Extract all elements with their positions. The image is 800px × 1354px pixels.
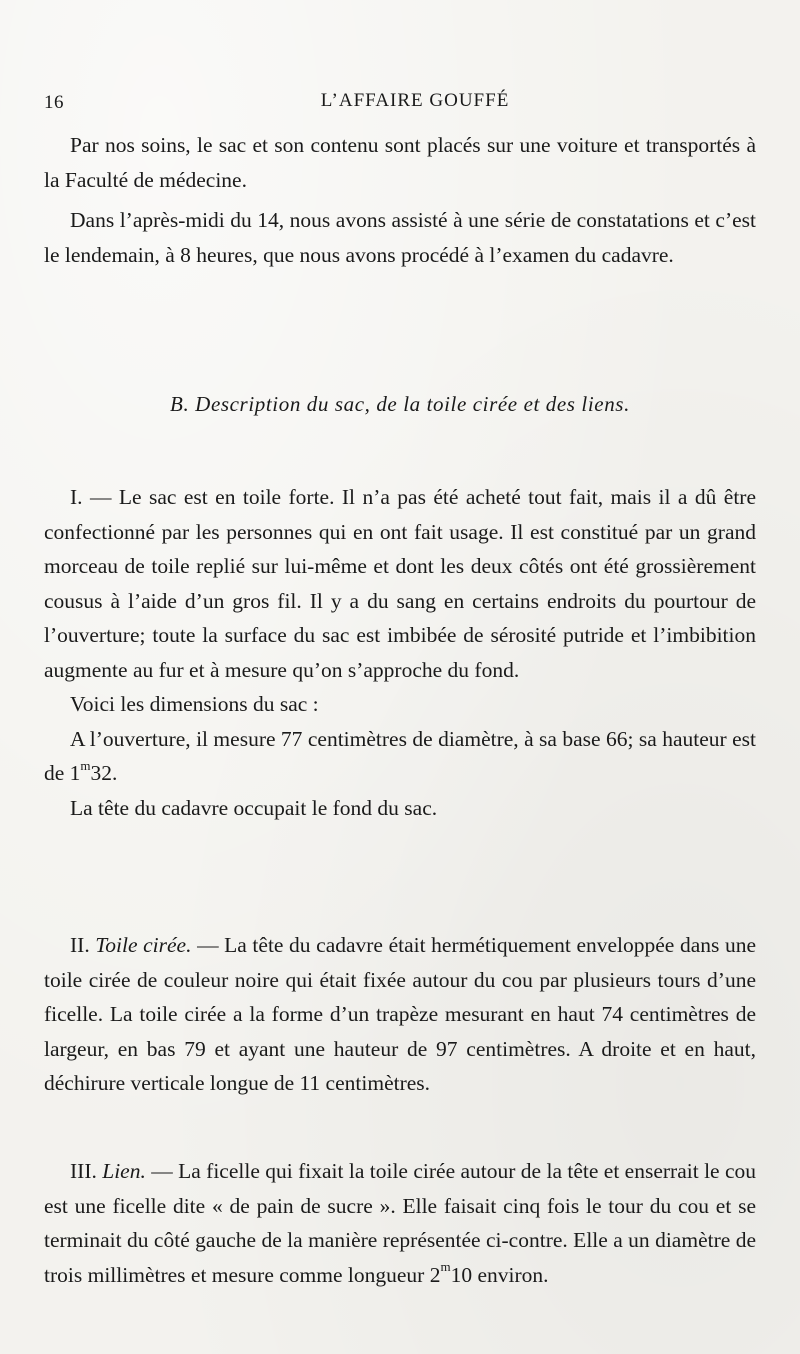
paragraph-examination: Dans l’après-midi du 14, nous avons assisté à une série de constatations et c’est le lendemain, à 8 heures, que nous avons procédé à l’examen du cadavre. xyxy=(44,208,756,267)
item-3-text-b: 10 environ. xyxy=(450,1262,549,1287)
section-heading: B. Description du sac, de la toile cirée et des liens. xyxy=(170,392,630,416)
item-3-paragraph xyxy=(44,1154,756,1292)
running-head xyxy=(44,84,756,116)
item-3-text-a: — La ficelle qui fixait la toile cirée autour de la tête et enserrait le cou est une ficelle dite « de pain de sucre ». Elle faisait cinq fois le tour du cou et se terminait du côté gauche de la manière représentée ci-contre. Elle a un diamètre de trois millimètres et mesure comme longueur 2 xyxy=(44,1159,757,1287)
dimensions-intro: Voici les dimensions du sac : xyxy=(70,692,319,716)
item-1-paragraph xyxy=(44,480,756,687)
item-2-paragraph xyxy=(44,928,756,1101)
item-1-text: — Le sac est en toile forte. Il n’a pas été acheté tout fait, mais il a dû être confectionné par les personnes qui en ont fait usage. Il est constitué par un grand morceau de toile replié sur lui-même et dont les deux côtés ont été grossièrement cousus à l’aide d’un gros fil. Il y a du sang en certains endroits du pourtour de l’ouverture; toute la surface du sac est imbibée de sérosité putride et l’imbibition augmente au fur et à mesure qu’on s’approche du fond. xyxy=(44,485,756,682)
item-2-label: II. xyxy=(70,933,90,957)
head-note: La tête du cadavre occupait le fond du sac. xyxy=(70,795,438,820)
item-3-title: Lien. xyxy=(102,1159,146,1183)
dimensions-paragraph xyxy=(44,722,756,791)
dimensions-sup: m xyxy=(80,757,91,773)
item-2-text: — La tête du cadavre était hermétiquement enveloppée dans une toile cirée de couleur noire qui était fixée autour du cou par plusieurs tours d’une ficelle. La toile cirée a la forme d’un trapèze mesurant en haut 74 centimètres de largeur, en bas 79 et ayant une hauteur de 97 centimètres. A droite et en haut, déchirure verticale longue de 11 centimètres. xyxy=(44,933,756,1095)
item-3-sup: m xyxy=(440,1259,451,1275)
item-3-lien xyxy=(44,1154,756,1292)
item-2-toile-ciree xyxy=(44,928,756,1101)
page-number: 16 xyxy=(44,92,64,113)
dimensions-text-b: 32. xyxy=(90,761,118,785)
paragraph-transport: Par nos soins, le sac et son contenu sont placés sur une voiture et transportés à la Faculté de médecine. xyxy=(44,133,756,192)
item-2-title: Toile cirée. xyxy=(95,933,192,957)
opening-paragraphs xyxy=(44,128,756,272)
running-title: L’AFFAIRE GOUFFÉ xyxy=(320,90,510,111)
item-1-sac xyxy=(44,480,756,825)
item-3-label: III. xyxy=(70,1159,97,1183)
item-1-label: I. xyxy=(70,485,83,509)
dimensions-text-a: A l’ouverture, il mesure 77 centimètres de diamètre, à sa base 66; sa hauteur est de 1 xyxy=(44,726,756,785)
